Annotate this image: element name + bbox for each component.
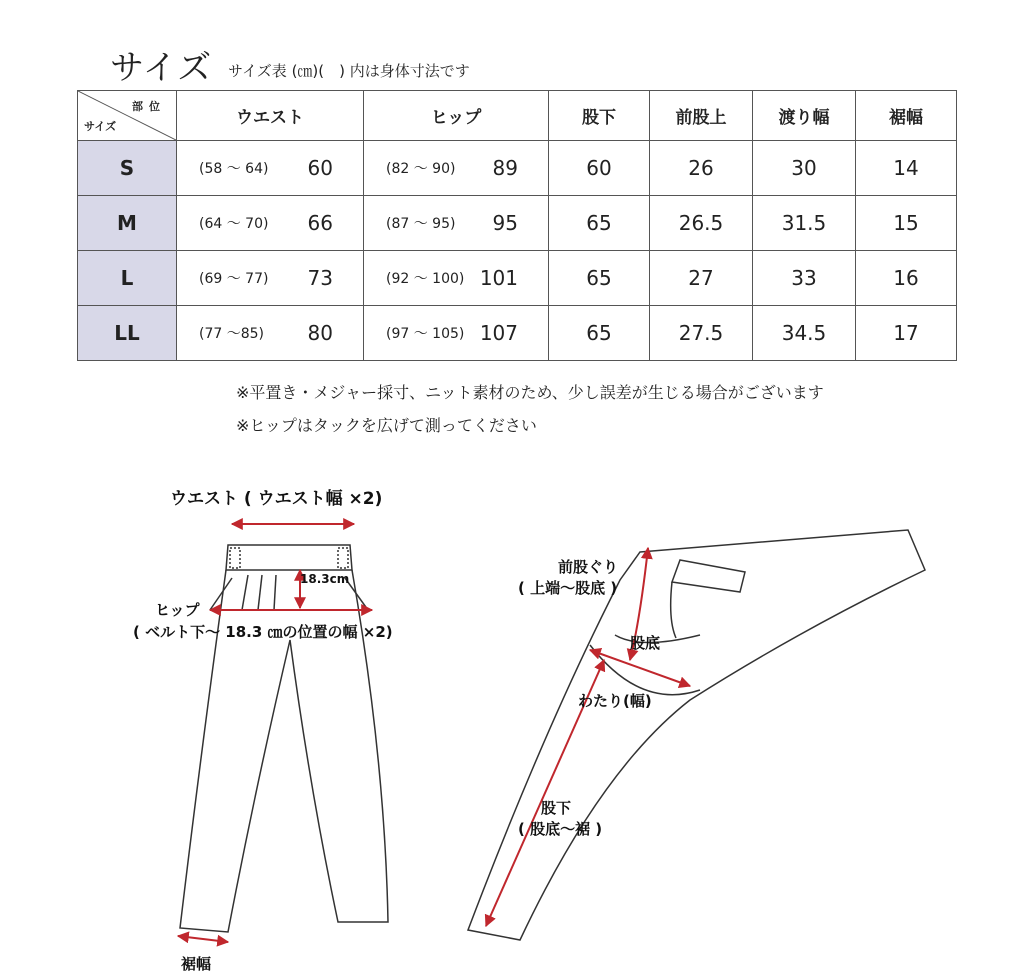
header-waist: ウエスト [177,91,364,141]
size-cell: LL [78,306,177,361]
size-cell: L [78,251,177,306]
front-rise-detail: ( 上端～股底 ) [518,579,618,597]
hip-measure-detail: ( ベルト下～ 18.3 ㎝の位置の幅 ×2) [133,623,393,641]
front-rise-label: 前股ぐり [558,558,619,576]
hem-cell: 14 [856,141,957,196]
thigh-cell: 34.5 [753,306,856,361]
note-measurement: ※平置き・メジャー採寸、ニット素材のため、少し誤差が生じる場合がございます [236,383,824,402]
table-row [78,306,957,361]
front-pants-illustration [180,545,388,932]
waist-value: 73 [307,266,333,290]
hem-cell: 16 [856,251,957,306]
corner-label-part: 部位 [132,100,166,113]
rise-cell: 26 [650,141,753,196]
hem-cell: 15 [856,196,957,251]
waist-range: (58 ～ 64) [199,161,269,177]
hem-measure-label: 裾幅 [181,955,212,973]
hip-value: 107 [479,321,518,345]
thigh-cell: 33 [753,251,856,306]
note-hip: ※ヒップはタックを広げて測ってください [236,416,537,435]
hip-value: 95 [492,211,518,235]
hip-range: (92 ～ 100) [386,271,465,287]
hip-cell [364,196,549,251]
belt-offset-label: 18.3cm [300,572,350,586]
hip-cell [364,251,549,306]
header-thigh: 渡り幅 [753,91,856,141]
waist-range: (69 ～ 77) [199,271,269,287]
rise-cell: 27 [650,251,753,306]
hip-cell [364,141,549,196]
header-hem: 裾幅 [856,91,957,141]
hip-cell [364,306,549,361]
hip-value: 101 [479,266,518,290]
inseam-measure-label: 股下 [541,799,572,817]
header-hip: ヒップ [364,91,549,141]
thigh-cell: 30 [753,141,856,196]
hem-cell: 17 [856,306,957,361]
table-row [78,141,957,196]
inseam-cell: 65 [549,251,650,306]
hip-value: 89 [492,156,518,180]
thigh-cell: 31.5 [753,196,856,251]
inseam-cell: 65 [549,306,650,361]
hip-measure-label: ヒップ [155,601,200,619]
waist-range: (77 ～85) [199,326,265,342]
waist-measure-label: ウエスト ( ウエスト幅 ×2) [170,489,383,509]
waist-value: 66 [307,211,333,235]
rise-cell: 26.5 [650,196,753,251]
header-inseam: 股下 [549,91,650,141]
size-cell: S [78,141,177,196]
thigh-measure-label: わたり(幅) [578,692,652,710]
rise-cell: 27.5 [650,306,753,361]
header-rise: 前股上 [650,91,753,141]
table-row [78,251,957,306]
waist-value: 80 [307,321,333,345]
page-subtitle: サイズ表 (㎝)( ) 内は身体寸法です [228,62,470,80]
corner-cell [78,91,177,141]
hip-range: (87 ～ 95) [386,216,456,232]
inseam-cell: 60 [549,141,650,196]
size-table [77,90,957,361]
pants-diagram [0,460,1024,980]
size-cell: M [78,196,177,251]
inseam-cell: 65 [549,196,650,251]
corner-label-size: サイズ [84,120,117,133]
page-title: サイズ [110,48,213,88]
crotch-label: 股底 [630,634,661,652]
table-row [78,196,957,251]
hip-range: (97 ～ 105) [386,326,465,342]
waist-cell [177,306,364,361]
hip-range: (82 ～ 90) [386,161,456,177]
waist-value: 60 [307,156,333,180]
waist-cell [177,196,364,251]
inseam-measure-detail: ( 股底～裾 ) [518,820,603,838]
waist-cell [177,251,364,306]
waist-range: (64 ～ 70) [199,216,269,232]
waist-cell [177,141,364,196]
table-header-row [78,91,957,141]
